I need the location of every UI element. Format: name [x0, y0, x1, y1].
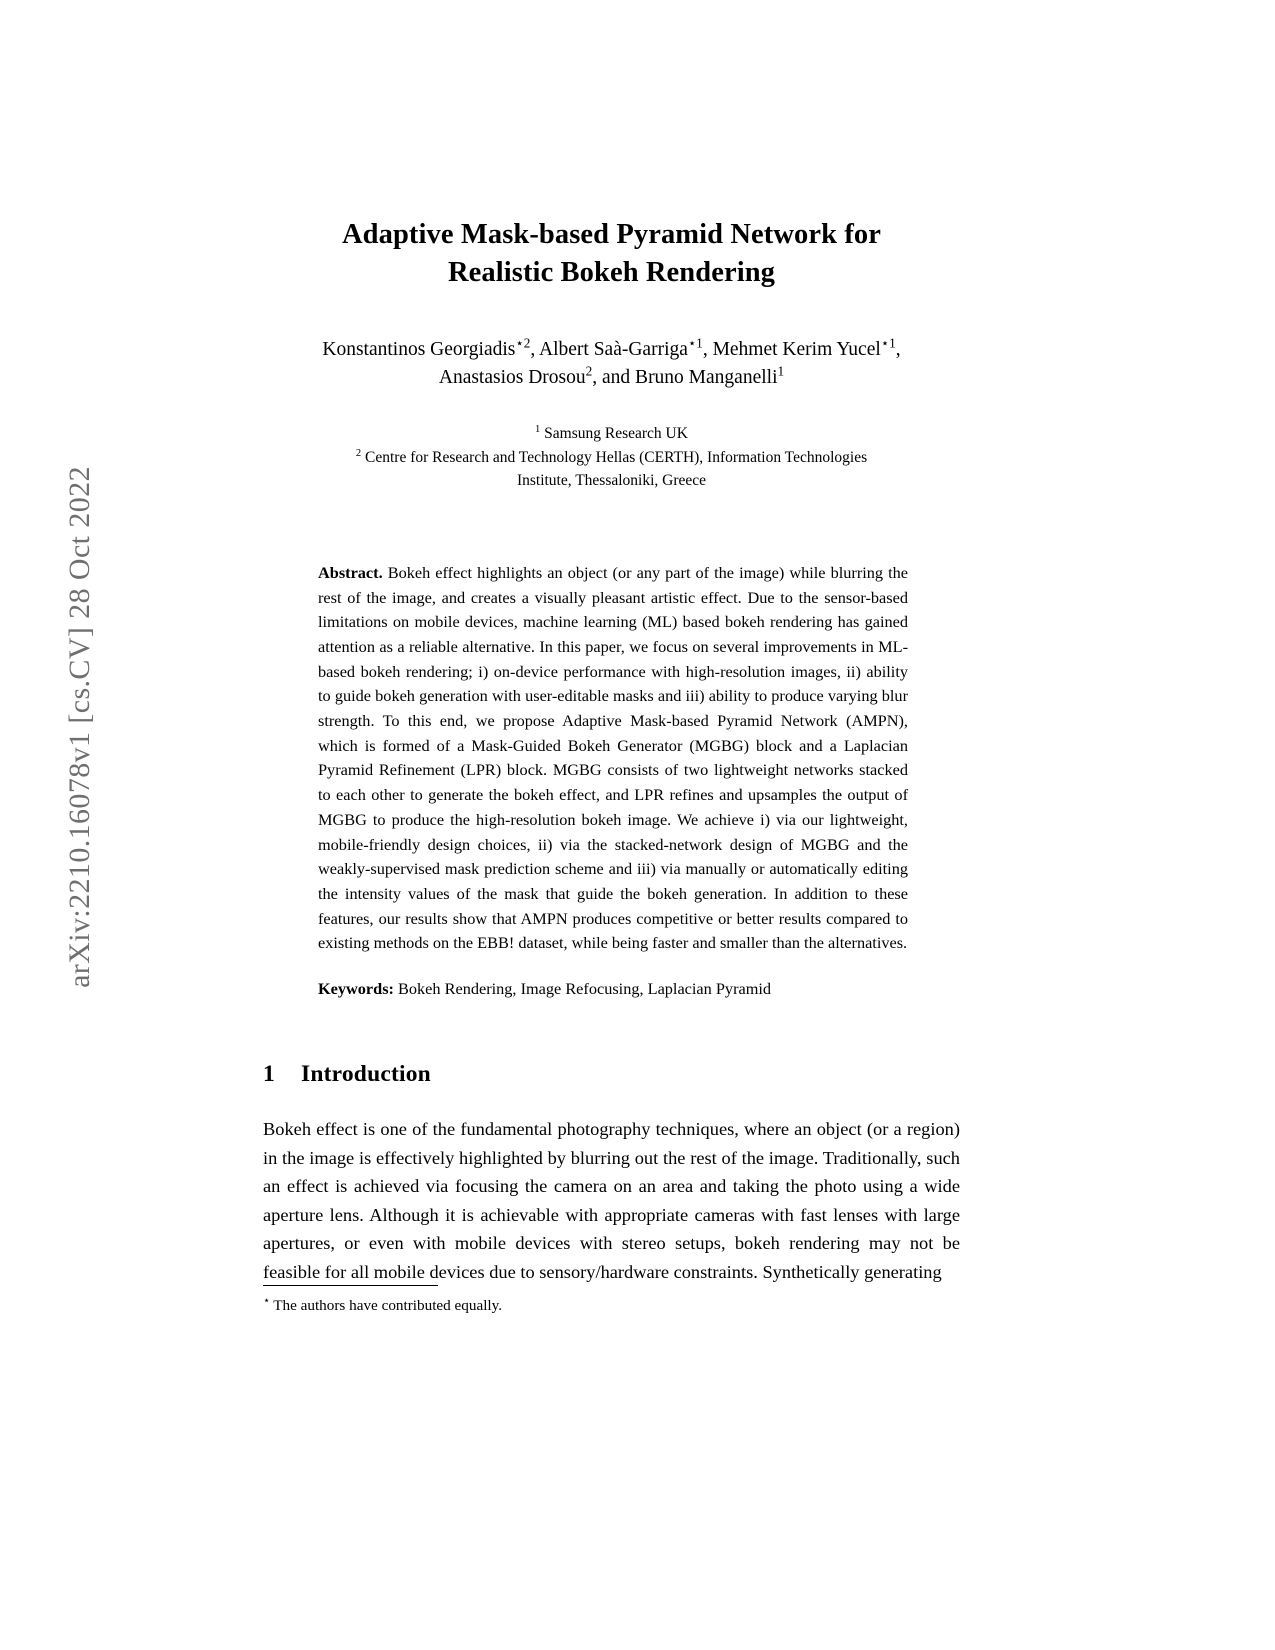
author-name-manganelli: , and Bruno Manganelli	[592, 367, 778, 389]
affiliation-1-text: Samsung Research UK	[544, 425, 688, 443]
affiliation-2	[263, 446, 960, 470]
author-list	[263, 336, 960, 393]
author-sup-saa-garriga: ⋆1	[687, 335, 703, 351]
author-line-2	[263, 364, 960, 392]
author-name-yucel: , Mehmet Kerim Yucel	[702, 338, 881, 360]
footnote-mark: ⋆	[263, 1294, 271, 1307]
keywords-block	[318, 977, 908, 1001]
author-name-saa-garriga: , Albert Saà-Garriga	[530, 338, 688, 360]
author-sup-georgiadis: ⋆2	[515, 335, 531, 351]
author-sup-yucel: ⋆1	[880, 335, 896, 351]
footnote-body: The authors have contributed equally.	[273, 1297, 503, 1314]
author-name-georgiadis: Konstantinos Georgiadis	[322, 338, 516, 360]
abstract-block	[318, 561, 908, 956]
affiliation-sup-2: 2	[355, 447, 362, 459]
page-title	[263, 216, 960, 292]
section-title: Introduction	[301, 1061, 431, 1088]
footnote-text	[263, 1295, 763, 1316]
paper-content	[263, 0, 960, 1305]
arxiv-stamp	[0, 0, 100, 1650]
footnote-rule	[263, 1285, 438, 1286]
affiliation-list	[263, 422, 960, 493]
section-heading-introduction	[263, 1061, 960, 1088]
author-sup-drosou: 2	[585, 363, 593, 379]
keywords-label: Keywords:	[318, 978, 394, 998]
affiliation-sup-1: 1	[535, 424, 541, 436]
abstract-text: Bokeh effect highlights an object (or any part of the image) while blurring the rest of the image, and creates a visually pleasant artistic effect. Due to the sensor-based limitations on mobile devices, machine learning (ML) based bokeh rendering has gained attention as a reliable alternative. In this paper, we focus on several improvements in ML-based bokeh rendering; i) on-device performance with high-resolution images, ii) ability to guide bokeh generation with user-editable masks and iii) ability to produce varying blur strength. To this end, we propose Adaptive Mask-based Pyramid Network (AMPN), which is formed of a Mask-Guided Bokeh Generator (MGBG) block and a Laplacian Pyramid Refinement (LPR) block. MGBG consists of two lightweight networks stacked to each other to generate the bokeh effect, and LPR refines and upsamples the output of MGBG to produce the high-resolution bokeh image. We achieve i) via our lightweight, mobile-friendly design choices, ii) via the stacked-network design of MGBG and the weakly-supervised mask prediction scheme and iii) via manually or automatically editing the intensity values of the mask that guide the bokeh generation. In addition to these features, our results show that AMPN produces competitive or better results compared to existing methods on the EBB! dataset, while being faster and smaller than the alternatives.	[318, 562, 908, 953]
affiliation-2-continuation: Institute, Thessaloniki, Greece	[516, 472, 707, 490]
title-line-1: Adaptive Mask-based Pyramid Network for	[341, 219, 882, 250]
keywords-text: Bokeh Rendering, Image Refocusing, Laplacian Pyramid	[393, 978, 772, 998]
affiliation-2-text: Centre for Research and Technology Hellas (CERTH), Information Technologies	[365, 448, 868, 466]
author-line-1-tail: ,	[895, 338, 901, 360]
affiliation-1	[263, 422, 960, 446]
footnote	[263, 1285, 763, 1316]
introduction-paragraph: Bokeh effect is one of the fundamental photography techniques, where an object (or a region) in the image is effectively highlighted by blurring out the rest of the image. Traditionally, such an effect is achieved via focusing the camera on an area and taking the photo using a wide aperture lens. Although it is achievable with appropriate cameras with fast lenses with large apertures, or even with mobile devices with stereo setups, bokeh rendering may not be feasible for all mobile devices due to sensory/hardware constraints. Synthetically generating	[263, 1119, 960, 1282]
title-line-2: Realistic Bokeh Rendering	[447, 256, 776, 288]
author-sup-manganelli: 1	[777, 363, 785, 379]
author-name-drosou: Anastasios Drosou	[438, 367, 586, 389]
section-number: 1	[263, 1061, 275, 1088]
author-line-1	[263, 336, 960, 364]
arxiv-stamp-text: arXiv:2210.16078v1 [cs.CV] 28 Oct 2022	[63, 466, 96, 988]
abstract-label: Abstract.	[318, 562, 383, 582]
